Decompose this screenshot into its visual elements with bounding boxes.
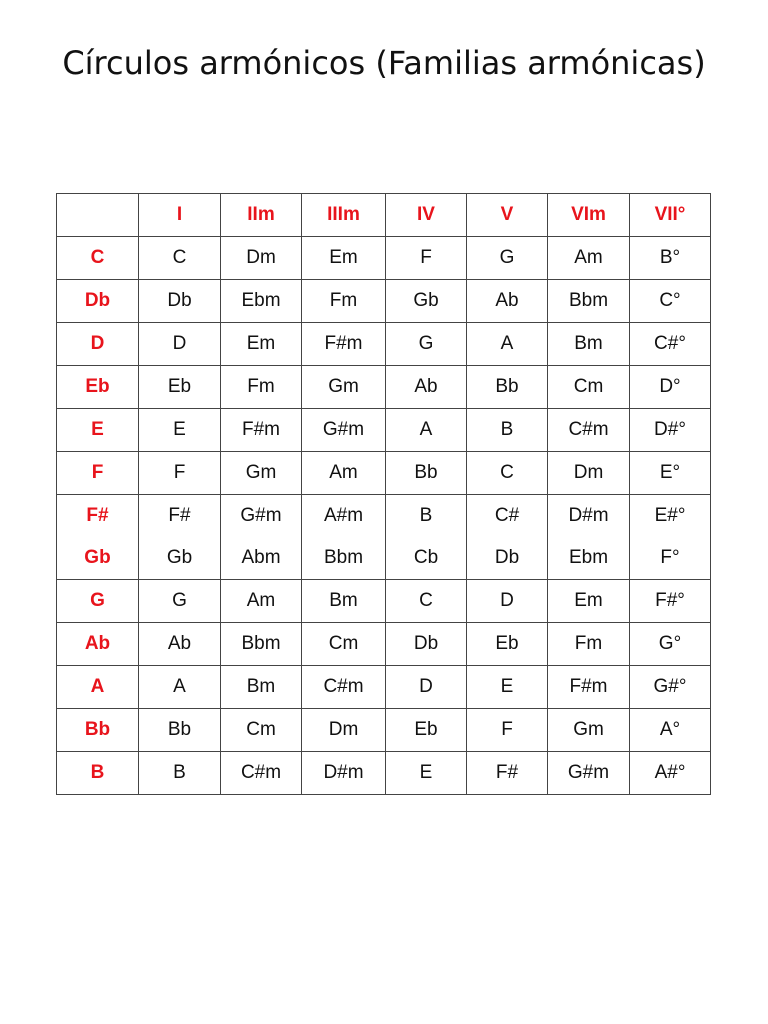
row-key: B bbox=[57, 752, 139, 795]
chord-cell: E bbox=[386, 752, 467, 795]
chord-cell: Fm bbox=[548, 623, 630, 666]
chord-cell: A bbox=[386, 409, 467, 452]
row-key: A bbox=[57, 666, 139, 709]
table-row bbox=[57, 452, 711, 495]
chord-cell: Cb bbox=[386, 537, 467, 580]
chord-cell: Gm bbox=[221, 452, 302, 495]
chord-cell: B bbox=[467, 409, 548, 452]
chord-cell: Dm bbox=[221, 237, 302, 280]
chord-cell: Db bbox=[467, 537, 548, 580]
chord-cell: F#m bbox=[548, 666, 630, 709]
chord-cell: Em bbox=[548, 580, 630, 623]
chord-cell: A bbox=[139, 666, 221, 709]
chord-cell: G#m bbox=[221, 495, 302, 538]
chord-cell: C bbox=[139, 237, 221, 280]
chord-cell: Ab bbox=[467, 280, 548, 323]
table-body bbox=[57, 237, 711, 795]
chord-cell: Dm bbox=[548, 452, 630, 495]
table-row bbox=[57, 752, 711, 795]
chord-cell: Am bbox=[302, 452, 386, 495]
chord-cell: Eb bbox=[139, 366, 221, 409]
row-key: Gb bbox=[57, 537, 139, 580]
chord-cell: C#m bbox=[548, 409, 630, 452]
chord-cell: C# bbox=[467, 495, 548, 538]
header-degree-iim: IIm bbox=[221, 194, 302, 237]
table-row bbox=[57, 323, 711, 366]
chord-cell: Cm bbox=[302, 623, 386, 666]
chord-cell: Bm bbox=[548, 323, 630, 366]
chord-cell: G bbox=[386, 323, 467, 366]
chord-cell: Bbm bbox=[302, 537, 386, 580]
chord-cell: D bbox=[467, 580, 548, 623]
chord-cell: Eb bbox=[386, 709, 467, 752]
chord-cell: Bm bbox=[221, 666, 302, 709]
table-row bbox=[57, 580, 711, 623]
chord-cell: Bm bbox=[302, 580, 386, 623]
chord-cell: F#m bbox=[302, 323, 386, 366]
chord-cell: Fm bbox=[302, 280, 386, 323]
chord-cell: Db bbox=[386, 623, 467, 666]
chord-cell: E bbox=[139, 409, 221, 452]
chord-cell: G#m bbox=[302, 409, 386, 452]
header-degree-i: I bbox=[139, 194, 221, 237]
chord-cell: G bbox=[139, 580, 221, 623]
chord-cell: Bbm bbox=[221, 623, 302, 666]
chord-cell: F bbox=[386, 237, 467, 280]
table-row bbox=[57, 366, 711, 409]
chord-cell: D bbox=[139, 323, 221, 366]
row-key: Ab bbox=[57, 623, 139, 666]
row-key: Bb bbox=[57, 709, 139, 752]
page-title: Círculos armónicos (Familias armónicas) bbox=[62, 44, 706, 82]
header-row bbox=[57, 194, 711, 237]
chord-cell: C#m bbox=[221, 752, 302, 795]
chord-cell: Em bbox=[302, 237, 386, 280]
chord-cell: A#m bbox=[302, 495, 386, 538]
table-row bbox=[57, 495, 711, 538]
chord-cell: F#m bbox=[221, 409, 302, 452]
header-degree-vim: VIm bbox=[548, 194, 630, 237]
chord-cell: Fm bbox=[221, 366, 302, 409]
chord-cell: Bb bbox=[386, 452, 467, 495]
chord-cell: D#° bbox=[630, 409, 711, 452]
chord-cell: F# bbox=[139, 495, 221, 538]
chord-cell: C bbox=[467, 452, 548, 495]
chord-cell: Gb bbox=[386, 280, 467, 323]
chord-cell: Db bbox=[139, 280, 221, 323]
chord-cell: C#m bbox=[302, 666, 386, 709]
chord-cell: Am bbox=[221, 580, 302, 623]
chord-cell: Ab bbox=[386, 366, 467, 409]
chord-table bbox=[56, 193, 711, 795]
chord-cell: Gb bbox=[139, 537, 221, 580]
row-key: F bbox=[57, 452, 139, 495]
chord-cell: A bbox=[467, 323, 548, 366]
table-row bbox=[57, 666, 711, 709]
header-degree-iv: IV bbox=[386, 194, 467, 237]
chord-cell: D bbox=[386, 666, 467, 709]
chord-cell: Eb bbox=[467, 623, 548, 666]
chord-cell: E bbox=[467, 666, 548, 709]
chord-cell: B bbox=[139, 752, 221, 795]
chord-cell: Abm bbox=[221, 537, 302, 580]
chord-cell: F# bbox=[467, 752, 548, 795]
chord-cell: Bb bbox=[139, 709, 221, 752]
chord-cell: B bbox=[386, 495, 467, 538]
chord-cell: C#° bbox=[630, 323, 711, 366]
row-key: Eb bbox=[57, 366, 139, 409]
row-key: E bbox=[57, 409, 139, 452]
header-degree-vii-dim: VII° bbox=[630, 194, 711, 237]
row-key: Db bbox=[57, 280, 139, 323]
chord-cell: F bbox=[139, 452, 221, 495]
chord-cell: F bbox=[467, 709, 548, 752]
table-row bbox=[57, 237, 711, 280]
table-row bbox=[57, 280, 711, 323]
chord-cell: Em bbox=[221, 323, 302, 366]
chord-cell: A° bbox=[630, 709, 711, 752]
table-row bbox=[57, 537, 711, 580]
chord-cell: G° bbox=[630, 623, 711, 666]
chord-cell: Am bbox=[548, 237, 630, 280]
table-row bbox=[57, 623, 711, 666]
header-degree-v: V bbox=[467, 194, 548, 237]
row-key: G bbox=[57, 580, 139, 623]
chord-cell: Gm bbox=[302, 366, 386, 409]
chord-cell: G bbox=[467, 237, 548, 280]
chord-cell: F° bbox=[630, 537, 711, 580]
chord-cell: Ebm bbox=[221, 280, 302, 323]
chord-cell: D#m bbox=[548, 495, 630, 538]
header-degree-iiim: IIIm bbox=[302, 194, 386, 237]
chord-cell: E#° bbox=[630, 495, 711, 538]
chord-cell: Cm bbox=[548, 366, 630, 409]
chord-cell: Bb bbox=[467, 366, 548, 409]
row-key: F# bbox=[57, 495, 139, 538]
chord-cell: F#° bbox=[630, 580, 711, 623]
chord-cell: Gm bbox=[548, 709, 630, 752]
chord-cell: E° bbox=[630, 452, 711, 495]
chord-cell: Cm bbox=[221, 709, 302, 752]
chord-cell: C° bbox=[630, 280, 711, 323]
table-row bbox=[57, 409, 711, 452]
corner-cell bbox=[57, 194, 139, 237]
chord-cell: G#m bbox=[548, 752, 630, 795]
chord-cell: Ab bbox=[139, 623, 221, 666]
chord-cell: A#° bbox=[630, 752, 711, 795]
chord-cell: D° bbox=[630, 366, 711, 409]
row-key: D bbox=[57, 323, 139, 366]
chord-cell: D#m bbox=[302, 752, 386, 795]
chord-cell: Ebm bbox=[548, 537, 630, 580]
chord-cell: Dm bbox=[302, 709, 386, 752]
chord-cell: Bbm bbox=[548, 280, 630, 323]
chord-cell: C bbox=[386, 580, 467, 623]
chord-cell: B° bbox=[630, 237, 711, 280]
chord-cell: G#° bbox=[630, 666, 711, 709]
table-row bbox=[57, 709, 711, 752]
row-key: C bbox=[57, 237, 139, 280]
